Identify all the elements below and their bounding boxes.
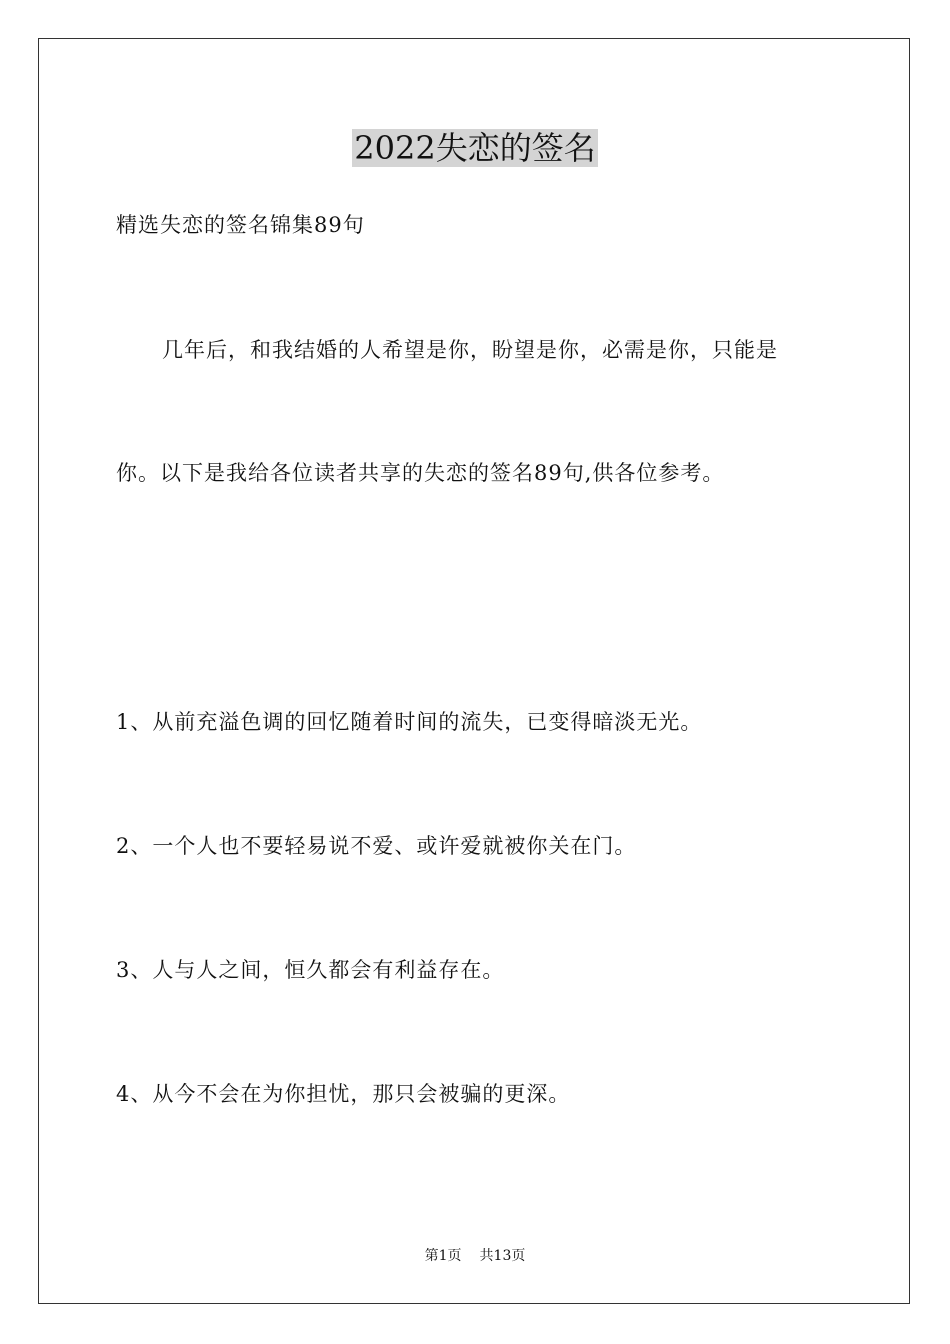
document-subtitle: 精选失恋的签名锦集89句 — [116, 213, 365, 237]
list-item: 3、人与人之间，恒久都会有利益存在。 — [116, 958, 505, 982]
page-number: 第1页 — [424, 1248, 462, 1264]
page-footer — [0, 1247, 950, 1265]
intro-paragraph-line-1: 几年后，和我结婚的人希望是你，盼望是你，必需是你，只能是 — [162, 338, 778, 362]
page-total: 共13页 — [479, 1248, 526, 1264]
intro-paragraph-line-2: 你。以下是我给各位读者共享的失恋的签名89句,供各位参考。 — [116, 461, 725, 485]
document-title — [0, 128, 950, 168]
list-item: 1、从前充溢色调的回忆随着时间的流失，已变得暗淡无光。 — [116, 710, 703, 734]
list-item: 2、一个人也不要轻易说不爱、或许爱就被你关在门。 — [116, 834, 637, 858]
list-item: 4、从今不会在为你担忧，那只会被骗的更深。 — [116, 1082, 571, 1106]
document-title-text: 2022失恋的签名 — [354, 129, 596, 167]
